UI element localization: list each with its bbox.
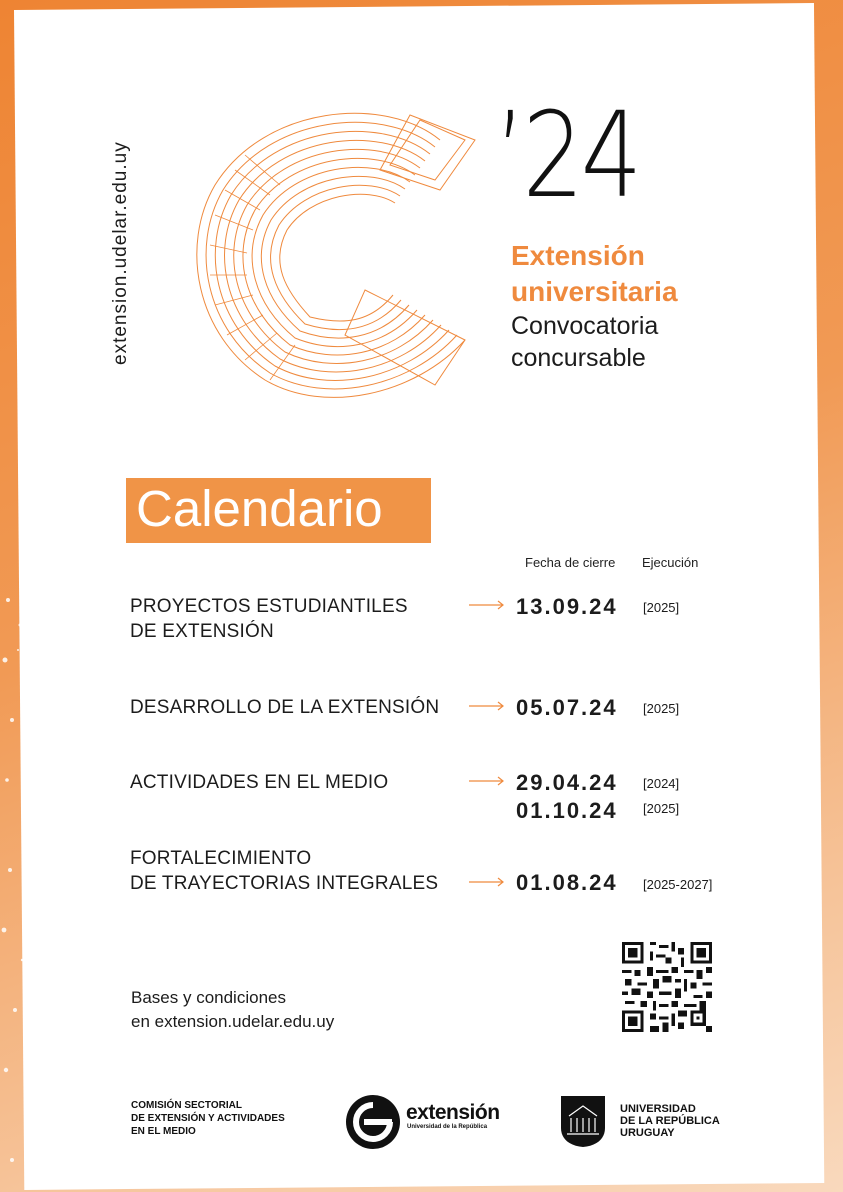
arrow-right-icon <box>469 776 505 786</box>
commission-line-1: COMISIÓN SECTORIAL <box>131 1100 242 1111</box>
c-logo-icon <box>185 95 485 405</box>
execution-year-second: [2025] <box>643 801 680 816</box>
row-label <box>130 846 438 896</box>
extension-subtitle: Universidad de la República <box>407 1124 488 1130</box>
commission-name <box>131 1099 285 1138</box>
row-label-line-1: PROYECTOS ESTUDIANTILES <box>130 596 408 617</box>
execution-year: [2025] <box>643 600 680 615</box>
subtitle-line-1: Convocatoria <box>511 312 659 340</box>
column-header-execution: Ejecución <box>642 555 699 570</box>
arrow-right-icon <box>469 877 505 887</box>
udelar-line-1: UNIVERSIDAD <box>620 1103 696 1115</box>
execution-year: [2024] <box>643 776 680 791</box>
extension-logo-icon <box>344 1093 402 1151</box>
arrow-right-icon <box>469 701 505 711</box>
row-label <box>130 770 388 795</box>
row-label-line-2: DE TRAYECTORIAS INTEGRALES <box>130 873 439 894</box>
arrow-right-icon <box>469 600 505 610</box>
execution-year: [2025-2027] <box>643 877 713 892</box>
calendar-heading: Calendario <box>126 478 431 543</box>
commission-line-2: DE EXTENSIÓN Y ACTIVIDADES <box>131 1113 285 1124</box>
website-vertical: extension.udelar.edu.uy <box>110 141 131 365</box>
row-label-line-2: DE EXTENSIÓN <box>130 621 274 642</box>
bases-line-1: Bases y condiciones <box>131 988 286 1007</box>
extension-wordmark: extensión <box>406 1101 500 1124</box>
commission-line-3: EN EL MEDIO <box>131 1126 196 1137</box>
qr-code-icon[interactable] <box>622 942 712 1032</box>
udelar-name <box>620 1103 720 1139</box>
row-label-line-1: FORTALECIMIENTO <box>130 848 312 869</box>
bases-info <box>131 986 334 1034</box>
subtitle-line-2: concursable <box>511 344 646 372</box>
udelar-line-3: URUGUAY <box>620 1127 675 1139</box>
row-label-line-1: ACTIVIDADES EN EL MEDIO <box>130 772 389 793</box>
row-label <box>130 695 439 720</box>
closing-date: 05.07.24 <box>516 695 618 720</box>
title-line-1: Extensión <box>511 240 645 271</box>
execution-year: [2025] <box>643 701 680 716</box>
title-orange <box>511 238 678 310</box>
closing-date: 01.08.24 <box>516 870 618 895</box>
closing-date: 29.04.24 <box>516 770 618 795</box>
subtitle <box>511 310 658 374</box>
row-label <box>130 594 408 644</box>
bases-line-2[interactable]: en extension.udelar.edu.uy <box>131 1012 335 1031</box>
year-mark: ’24 <box>495 86 640 224</box>
closing-date-second: 01.10.24 <box>516 798 618 823</box>
title-line-2: universitaria <box>511 276 678 307</box>
row-label-line-1: DESARROLLO DE LA EXTENSIÓN <box>130 697 440 718</box>
udelar-crest-icon <box>559 1094 607 1148</box>
closing-date: 13.09.24 <box>516 594 618 619</box>
column-header-closing: Fecha de cierre <box>525 555 616 570</box>
udelar-line-2: DE LA REPÚBLICA <box>620 1115 720 1127</box>
